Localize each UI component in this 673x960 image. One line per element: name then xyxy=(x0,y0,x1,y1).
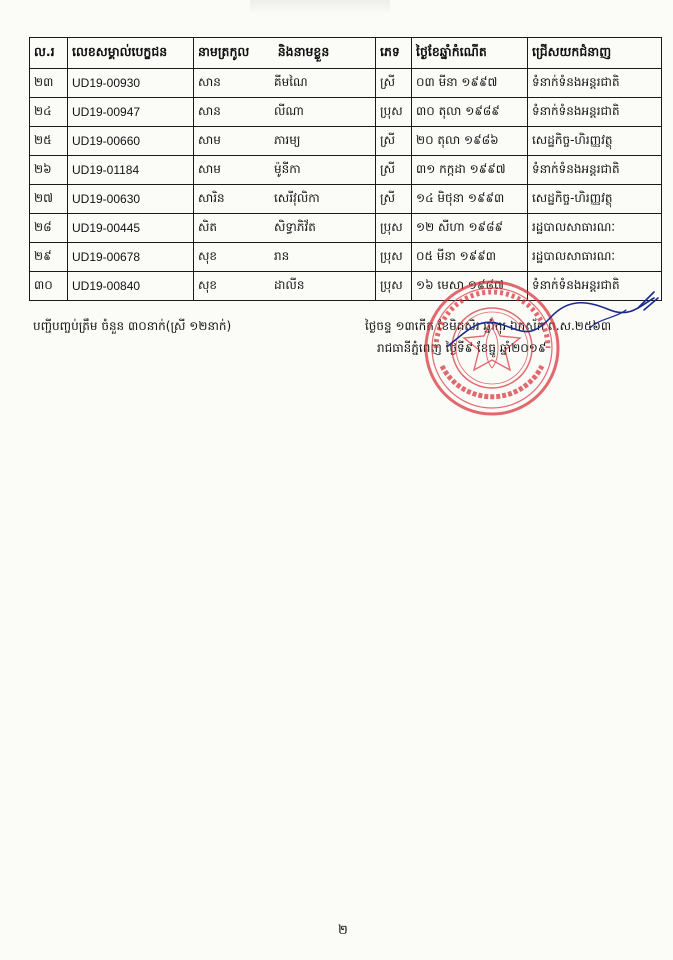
row-given: ម៉ូនីកា xyxy=(274,162,301,176)
row-surname: សាម xyxy=(198,133,221,147)
row-dob: ០៣ មីនា ១៩៩៧ xyxy=(412,69,528,98)
row-surname: សាន xyxy=(198,75,221,89)
row-dob: ១២ សីហា ១៩៨៩ xyxy=(412,214,528,243)
row-surname: សិត xyxy=(198,220,218,234)
row-no: ២៤ xyxy=(30,98,68,127)
row-surname: សាន xyxy=(198,104,221,118)
row-sex: ស្រី xyxy=(376,69,412,98)
row-id: UD19-00947 xyxy=(68,98,194,127)
row-no: ២៩ xyxy=(30,243,68,272)
table-row xyxy=(30,156,662,185)
row-sex: ស្រី xyxy=(376,156,412,185)
row-no: ២៨ xyxy=(30,214,68,243)
row-name xyxy=(194,185,376,214)
row-no: ៣០ xyxy=(30,272,68,301)
header-field: ជ្រើសយកជំនាញ xyxy=(528,38,662,69)
row-field: រដ្ឋបាលសាធារណៈ xyxy=(528,243,662,272)
row-sex: ស្រី xyxy=(376,127,412,156)
row-given: ភារម្យ xyxy=(274,133,301,147)
candidate-table xyxy=(29,37,662,301)
row-name xyxy=(194,127,376,156)
table-row xyxy=(30,214,662,243)
header-sex: ភេទ xyxy=(376,38,412,69)
table-header-row xyxy=(30,38,662,69)
row-id: UD19-00630 xyxy=(68,185,194,214)
row-id: UD19-01184 xyxy=(68,156,194,185)
row-sex: ប្រុស xyxy=(376,214,412,243)
row-field: សេដ្ឋកិច្ច-ហិរញ្ញវត្ថុ xyxy=(528,127,662,156)
header-surname: នាមត្រកូល xyxy=(198,43,250,59)
row-sex: ស្រី xyxy=(376,185,412,214)
row-name xyxy=(194,272,376,301)
row-field: ទំនាក់ទំនងអន្តរជាតិ xyxy=(528,156,662,185)
row-given: ដាលីន xyxy=(274,278,305,292)
row-field: ទំនាក់ទំនងអន្តរជាតិ xyxy=(528,272,662,301)
row-sex: ប្រុស xyxy=(376,98,412,127)
row-dob: ៣០ តុលា ១៩៨៩ xyxy=(412,98,528,127)
scan-smudge xyxy=(250,0,390,14)
row-given: សិទ្ធាភិវ័ត xyxy=(274,220,316,234)
row-sex: ប្រុស xyxy=(376,272,412,301)
table-row xyxy=(30,127,662,156)
page-number: ២ xyxy=(338,923,348,938)
row-name xyxy=(194,243,376,272)
row-surname: សុខ xyxy=(198,278,218,292)
lunar-date: ថ្ងៃចន្ទ ១៣កើត ខែមិគសិរ ឆ្នាំកុរ ឯកស័ក ព.ស.២៥៦៣ xyxy=(365,319,612,333)
table-row xyxy=(30,243,662,272)
row-surname: សាម xyxy=(198,162,221,176)
row-field: ទំនាក់ទំនងអន្តរជាតិ xyxy=(528,98,662,127)
row-dob: ០៥ មីនា ១៩៩៣ xyxy=(412,243,528,272)
row-surname: សារិន xyxy=(198,191,225,205)
table-row xyxy=(30,185,662,214)
row-name xyxy=(194,98,376,127)
row-dob: ១៤ មិថុនា ១៩៩៣ xyxy=(412,185,528,214)
row-given: គីមណៃ xyxy=(274,75,308,89)
row-dob: ២០ តុលា ១៩៨៦ xyxy=(412,127,528,156)
place-date: រាជធានីភ្នំពេញ ថ្ងៃទី៩ ខែធ្នូ ឆ្នាំ២០១៩ xyxy=(377,341,547,355)
row-id: UD19-00445 xyxy=(68,214,194,243)
row-dob: ១៦ មេសា ១៩៨៧ xyxy=(412,272,528,301)
table-row xyxy=(30,272,662,301)
row-surname: សុខ xyxy=(198,249,218,263)
row-no: ២៦ xyxy=(30,156,68,185)
row-name xyxy=(194,156,376,185)
row-no: ២៧ xyxy=(30,185,68,214)
row-given: លីណា xyxy=(274,104,304,118)
table-row xyxy=(30,69,662,98)
row-field: រដ្ឋបាលសាធារណៈ xyxy=(528,214,662,243)
list-summary: បញ្ជីបញ្ចប់ត្រឹម ចំនួន ៣០នាក់(ស្រី ១២នាក់) xyxy=(33,319,232,333)
row-no: ២៣ xyxy=(30,69,68,98)
header-dob: ថ្ងៃខែឆ្នាំកំណើត xyxy=(412,38,528,69)
header-no: ល.រ xyxy=(30,38,68,69)
table-row xyxy=(30,98,662,127)
row-dob: ៣១ កក្កដា ១៩៩៧ xyxy=(412,156,528,185)
row-given: សេរីវុលិកា xyxy=(274,191,320,205)
row-id: UD19-00678 xyxy=(68,243,194,272)
row-name xyxy=(194,69,376,98)
header-given: និងនាមខ្លួន xyxy=(277,43,330,59)
row-no: ២៥ xyxy=(30,127,68,156)
row-id: UD19-00660 xyxy=(68,127,194,156)
row-id: UD19-00840 xyxy=(68,272,194,301)
header-id: លេខសម្គាល់បេក្ខជន xyxy=(68,38,194,69)
row-sex: ប្រុស xyxy=(376,243,412,272)
header-name xyxy=(194,38,376,69)
row-name xyxy=(194,214,376,243)
row-given: រាន xyxy=(274,249,290,263)
row-id: UD19-00930 xyxy=(68,69,194,98)
row-field: ទំនាក់ទំនងអន្តរជាតិ xyxy=(528,69,662,98)
row-field: សេដ្ឋកិច្ច-ហិរញ្ញវត្ថុ xyxy=(528,185,662,214)
